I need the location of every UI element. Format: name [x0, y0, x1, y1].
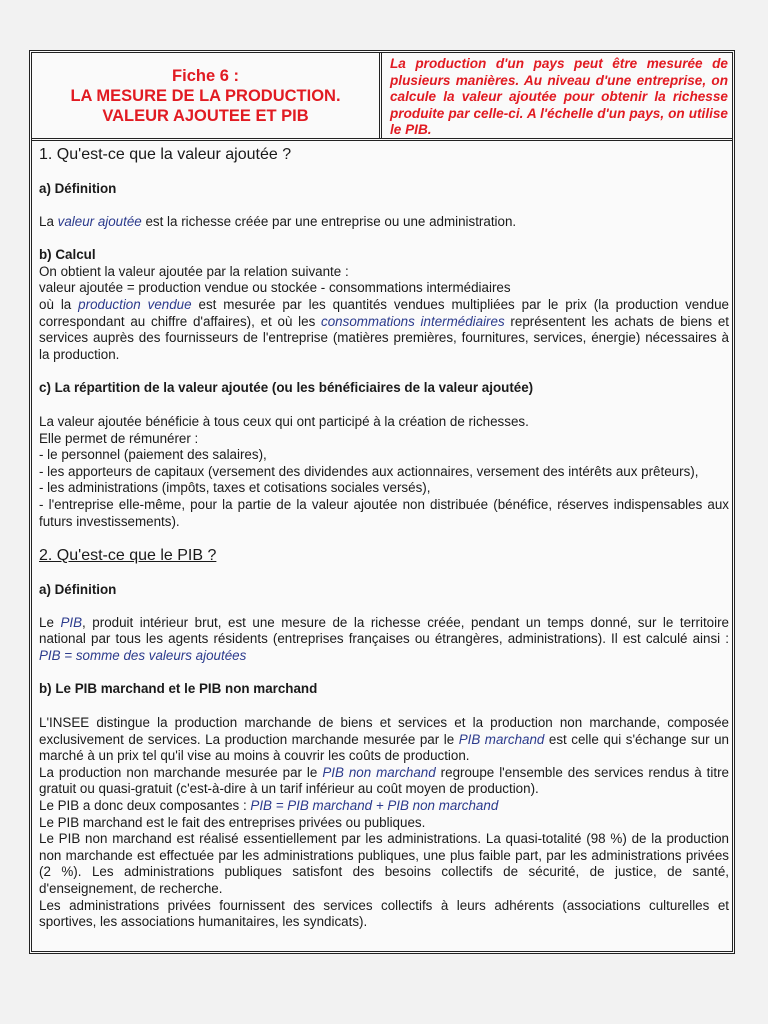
pib-non-marchand-para: La production non marchande mesurée par le PIB non marchand regroupe l'ensemble des services rendus à titre gratuit ou quasi-gratuit (c'est-à-dire à un tarif inférieur au coût moyen de production).: [39, 764, 729, 797]
term-consommations-intermediaires: consommations intermédiaires: [321, 313, 505, 329]
calcul-line-1: On obtient la valeur ajoutée par la relation suivante :: [39, 263, 349, 279]
fiche-title: LA MESURE DE LA PRODUCTION.: [70, 86, 341, 105]
administrations-privees: Les administrations privées fournissent des services collectifs à leurs adhérents (associations culturelles et sportives, les associations humanitaires, les syndicats).: [39, 897, 729, 930]
fiche-header: [32, 53, 732, 141]
section-1-title: 1. Qu'est-ce que la valeur ajoutée ?: [39, 146, 292, 163]
repartition-line-1: La valeur ajoutée bénéficie à tous ceux qui ont participé à la création de richesses.: [39, 413, 529, 429]
fiche-body: [39, 145, 729, 931]
fiche-intro: La production d'un pays peut être mesurée de plusieurs manières. Au niveau d'une entreprise, on calcule la valeur ajoutée pour obtenir la richesse produite par celle-ci. A l'échelle d'un pays, on utilise le PIB.: [390, 56, 728, 137]
pib-composantes: Le PIB a donc deux composantes : PIB = PIB marchand + PIB non marchand: [39, 798, 499, 814]
definition-pib: Le PIB, produit intérieur brut, est une mesure de la richesse créée, pendant un temps donné, sur le territoire national par tous les agents résidents (entreprises françaises ou étrangères, administrations). Il est calculé ainsi : PIB = somme des valeurs ajoutées: [39, 614, 729, 663]
section-2b-title: b) Le PIB marchand et le PIB non marchand: [39, 681, 318, 697]
repartition-item-2: - les apporteurs de capitaux (versement des dividendes aux actionnaires, versement des intérêts aux prêteurs),: [39, 463, 699, 479]
pib-non-marchand-detail: Le PIB non marchand est réalisé essentiellement par les administrations. La quasi-totalité (98 %) de la production non marchande est effectuée par les administrations publiques, une plus faible part, par les administrations privées (2 %). Les administrations publiques satisfont des besoins collectifs de sécurité, de justice, de santé, d'enseignement, de recherche.: [39, 831, 729, 896]
repartition-line-2: Elle permet de rémunérer :: [39, 430, 199, 446]
fiche-number: Fiche 6 :: [172, 66, 239, 85]
definition-va: La valeur ajoutée est la richesse créée par une entreprise ou une administration.: [39, 213, 517, 229]
section-2a-title: a) Définition: [39, 582, 117, 598]
calcul-explanation: où la production vendue est mesurée par les quantités vendues multipliées par le prix (la production vendue correspondant au chiffre d'affaires), et où les consommations intermédiaires représentent les achats de biens et services auprès des fournisseurs de l'entreprise (matières premières, fournitures, services, énergie) nécessaires à la production.: [39, 296, 729, 362]
section-1a-title: a) Définition: [39, 181, 117, 196]
repartition-item-1: - le personnel (paiement des salaires),: [39, 447, 267, 463]
formula-pib-composantes: PIB = PIB marchand + PIB non marchand: [250, 798, 499, 814]
section-1c-title: c) La répartition de la valeur ajoutée (ou les bénéficiaires de la valeur ajoutée): [39, 380, 534, 396]
term-production-vendue: production vendue: [78, 296, 192, 312]
calcul-formula: valeur ajoutée = production vendue ou stockée - consommations intermédiaires: [39, 280, 511, 296]
section-2-title: 2. Qu'est-ce que le PIB ?: [39, 547, 217, 565]
fiche-title-box: [32, 53, 382, 138]
pib-marchand-para: L'INSEE distingue la production marchande de biens et services et la production non marchande, composée exclusivement de services. La production marchande mesurée par le PIB marchand est celle qui s'échange sur un marché à un prix tel qu'il vise au moins à couvrir les coûts de production.: [39, 715, 729, 764]
term-pib-non-marchand: PIB non marchand: [322, 764, 436, 780]
term-pib: PIB: [60, 614, 83, 630]
pib-marchand-line: Le PIB marchand est le fait des entreprises privées ou publiques.: [39, 814, 426, 830]
term-pib-marchand: PIB marchand: [458, 731, 545, 747]
repartition-item-4: - l'entreprise elle-même, pour la partie de la valeur ajoutée non distribuée (bénéfice, réserves indispensables aux futurs investissements).: [39, 496, 729, 529]
term-valeur-ajoutee: valeur ajoutée: [57, 213, 142, 229]
formula-pib: PIB = somme des valeurs ajoutées: [39, 647, 247, 663]
repartition-item-3: - les administrations (impôts, taxes et cotisations sociales versés),: [39, 480, 431, 496]
section-1b-title: b) Calcul: [39, 247, 96, 263]
fiche-frame: [29, 50, 735, 954]
fiche-subtitle: VALEUR AJOUTEE ET PIB: [102, 106, 309, 125]
